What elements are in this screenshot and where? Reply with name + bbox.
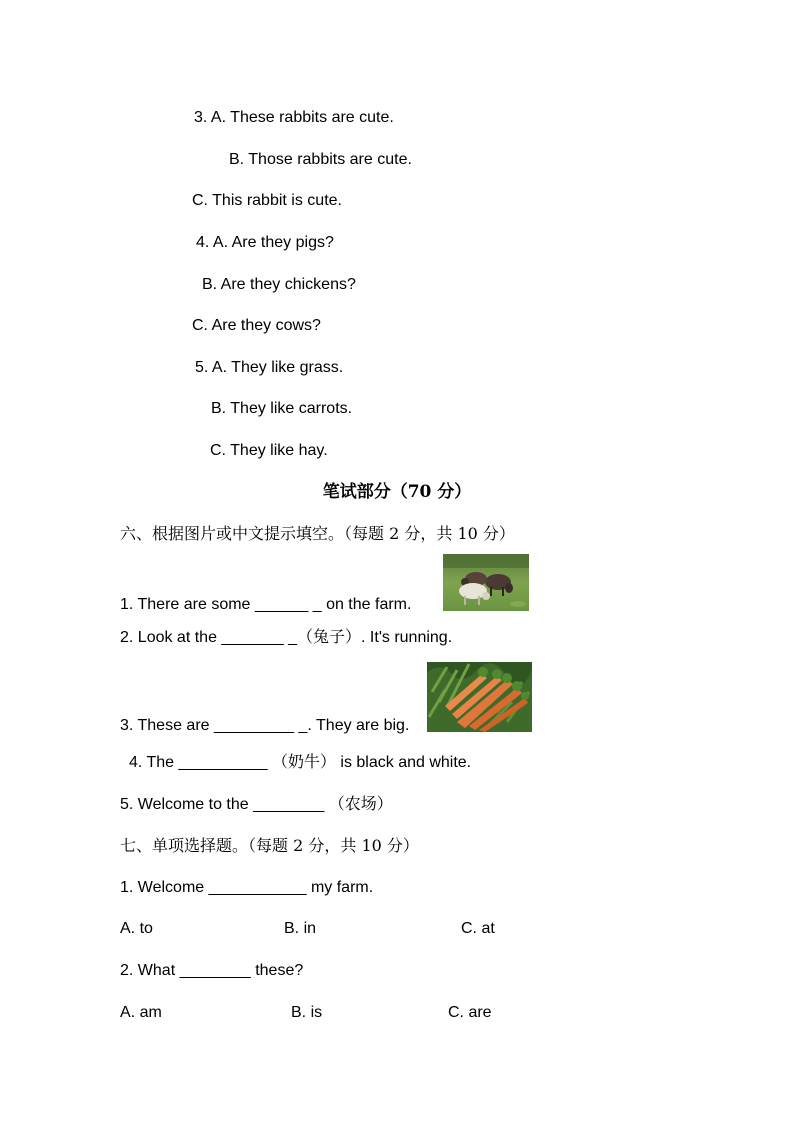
q5-option-c: C. They like hay. (210, 442, 328, 459)
section7-q2-option-c: C. are (448, 1004, 492, 1021)
q3-option-a: 3. A. These rabbits are cute. (194, 109, 394, 126)
q4-option-c: C. Are they cows? (192, 317, 321, 334)
section6-item-3: 3. These are _________ _. They are big. (120, 717, 410, 734)
section7-q2-option-a: A. am (120, 1004, 162, 1021)
section7-q1-stem: 1. Welcome ___________ my farm. (120, 879, 374, 896)
section7-q1-option-c: C. at (461, 920, 495, 937)
written-section-title: 笔试部分（70 分） (322, 482, 472, 502)
sheep-photo (443, 554, 529, 611)
section7-q2-option-b: B. is (291, 1004, 323, 1021)
section6-heading: 六、根据图片或中文提示填空。（每题 2 分，共 10 分） (120, 524, 515, 543)
section7-q1-option-b: B. in (284, 920, 317, 937)
q4-option-a: 4. A. Are they pigs? (196, 234, 334, 251)
q5-option-a: 5. A. They like grass. (195, 359, 344, 376)
q3-option-b: B. Those rabbits are cute. (229, 151, 412, 168)
section6-item-5: 5. Welcome to the ________ （农场） (120, 796, 393, 813)
section7-q2-stem: 2. What ________ these? (120, 962, 304, 979)
q5-option-b: B. They like carrots. (211, 400, 353, 417)
section7-q1-option-a: A. to (120, 920, 153, 937)
section6-item-2: 2. Look at the _______ _（兔子）. It's running. (120, 629, 453, 646)
q3-option-c: C. This rabbit is cute. (192, 192, 342, 209)
section7-heading: 七、单项选择题。（每题 2 分，共 10 分） (120, 836, 419, 855)
q4-option-b: B. Are they chickens? (202, 276, 356, 293)
carrots-photo (427, 662, 532, 732)
section6-item-4: 4. The __________ （奶牛） is black and white. (129, 754, 472, 771)
section6-item-1: 1. There are some ______ _ on the farm. (120, 596, 412, 613)
